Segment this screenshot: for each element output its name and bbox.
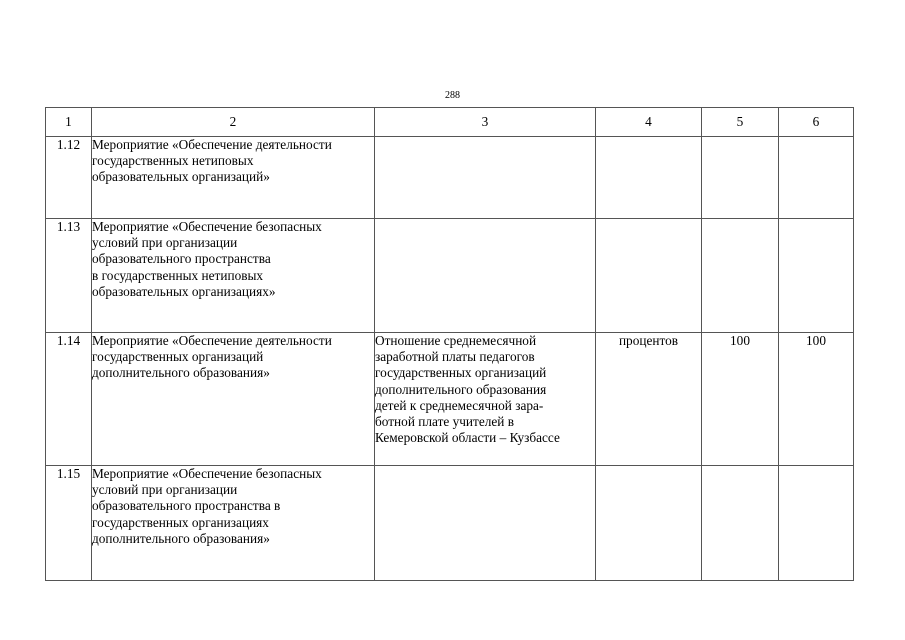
value-col6 [779, 219, 854, 333]
table-row [46, 333, 854, 466]
measure-name-line: дополнительного образования» [92, 530, 270, 546]
measure-name-line: образовательных организаций» [92, 169, 270, 185]
table-row [46, 137, 854, 219]
indicator-name [375, 466, 596, 581]
unit-cell: процентов [596, 333, 702, 466]
indicator-name-line: детей к среднемесячной зара- [375, 397, 544, 413]
indicator-name-line: дополнительного образования [375, 381, 547, 397]
measure-name-line: образовательного пространства [92, 251, 271, 267]
indicator-name-line: ботной плате учителей в [375, 414, 515, 430]
indicator-name-line: Отношение среднемесячной [375, 333, 537, 348]
value-col5 [702, 219, 779, 333]
table-row [46, 466, 854, 581]
column-header-1: 1 [46, 108, 92, 137]
value-col6 [779, 466, 854, 581]
measure-name-line: образовательных организациях» [92, 283, 276, 299]
row-number: 1.13 [46, 219, 92, 333]
measure-name-line: Мероприятие «Обеспечение деятельности [92, 333, 332, 348]
value-col5: 100 [702, 333, 779, 466]
row-number: 1.14 [46, 333, 92, 466]
indicator-name-line: Кемеровской области – Кузбассе [375, 430, 560, 446]
column-header-5: 5 [702, 108, 779, 137]
measure-name [92, 333, 375, 466]
table-row [46, 219, 854, 333]
measure-name-line: дополнительного образования» [92, 365, 270, 381]
measure-name-line: государственных нетиповых [92, 153, 254, 169]
indicator-name-line: государственных организаций [375, 365, 547, 381]
indicators-table [45, 107, 854, 581]
measure-name [92, 466, 375, 581]
measure-name [92, 137, 375, 219]
measure-name-line: образовательного пространства в [92, 498, 281, 514]
column-header-4: 4 [596, 108, 702, 137]
page-number: 288 [445, 90, 460, 101]
unit-cell [596, 466, 702, 581]
measure-name-line: государственных организаций [92, 349, 264, 365]
column-header-3: 3 [375, 108, 596, 137]
measure-name [92, 219, 375, 333]
header-row [46, 108, 854, 137]
row-number: 1.15 [46, 466, 92, 581]
measure-name-line: Мероприятие «Обеспечение деятельности [92, 137, 332, 152]
indicator-name [375, 333, 596, 466]
column-header-2: 2 [92, 108, 375, 137]
value-col6: 100 [779, 333, 854, 466]
indicator-name [375, 219, 596, 333]
value-col6 [779, 137, 854, 219]
measure-name-line: Мероприятие «Обеспечение безопасных [92, 466, 322, 481]
measure-name-line: в государственных нетиповых [92, 267, 264, 283]
measure-name-line: Мероприятие «Обеспечение безопасных [92, 219, 322, 234]
unit-cell [596, 137, 702, 219]
value-col5 [702, 466, 779, 581]
measure-name-line: условий при организации [92, 235, 238, 251]
unit-cell [596, 219, 702, 333]
indicator-name-line: заработной платы педагогов [375, 349, 535, 365]
indicator-name [375, 137, 596, 219]
measure-name-line: государственных организациях [92, 514, 269, 530]
value-col5 [702, 137, 779, 219]
row-number: 1.12 [46, 137, 92, 219]
measure-name-line: условий при организации [92, 482, 238, 498]
column-header-6: 6 [779, 108, 854, 137]
